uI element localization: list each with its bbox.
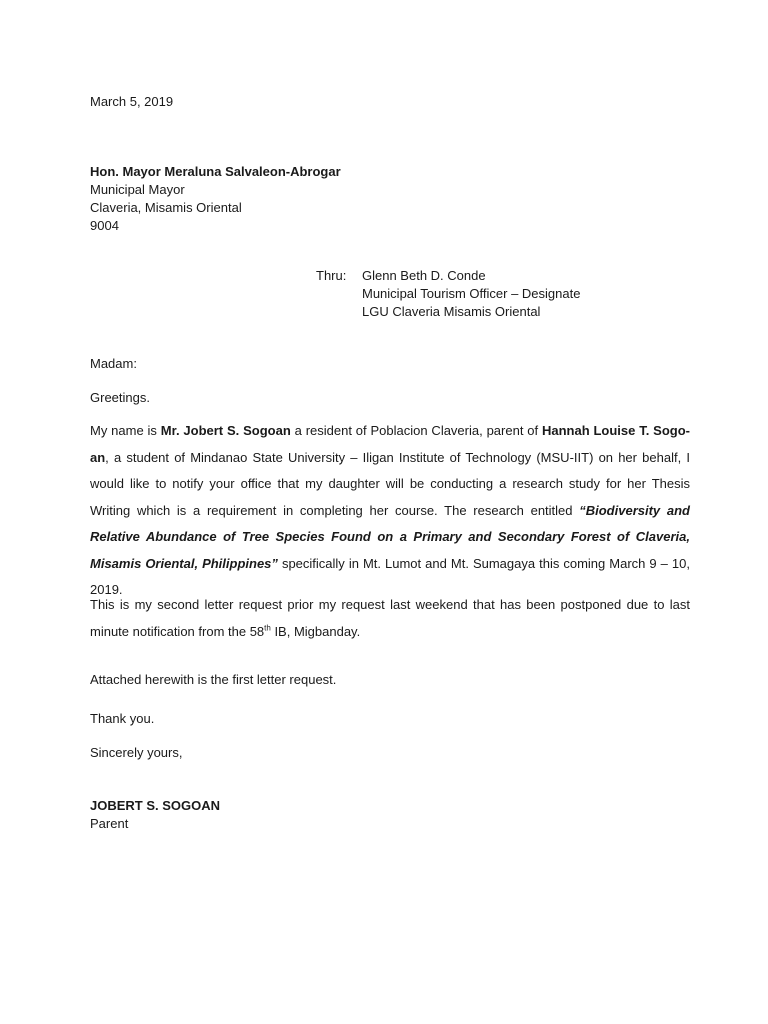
- p1-text-2: a resident of Poblacion Claveria, parent of: [290, 423, 542, 438]
- greeting: Greetings.: [90, 390, 150, 405]
- signatory-name: JOBERT S. SOGOAN: [90, 798, 221, 813]
- thru-name: Glenn Beth D. Conde: [362, 268, 486, 283]
- body-paragraph-3: Attached herewith is the first letter request.: [90, 672, 337, 687]
- signature-block: [90, 797, 220, 833]
- research-title: “Biodiversity and Relative Abundance of Tree Species Found on a Primary and Secondary Forest of Claveria, Misamis Oriental, Philippines”: [90, 502, 690, 571]
- recipient-block: [90, 163, 341, 235]
- signatory-role: Parent: [90, 816, 129, 831]
- thru-label: Thru:: [316, 268, 347, 283]
- recipient-location: Claveria, Misamis Oriental: [90, 200, 242, 215]
- p1-text-4: specifically in Mt. Lumot and Mt. Sumagaya this coming March 9 – 10, 2019.: [90, 555, 690, 597]
- recipient-position: Municipal Mayor: [90, 182, 185, 197]
- body-paragraph-1: [90, 418, 690, 604]
- closing-thanks: Thank you.: [90, 711, 155, 726]
- salutation: Madam:: [90, 356, 137, 371]
- daughter-name: Hannah Louise T. Sogo-an: [90, 423, 691, 465]
- thru-office: LGU Claveria Misamis Oriental: [362, 304, 541, 319]
- p2-text-1: This is my second letter request prior my request last weekend that has been postponed due to last minute notification from the 58: [90, 597, 690, 639]
- recipient-name: Hon. Mayor Meraluna Salvaleon-Abrogar: [90, 164, 341, 179]
- sender-name: Mr. Jobert S. Sogoan: [160, 423, 291, 438]
- p2-superscript: th: [264, 623, 271, 633]
- p1-text-1: My name is: [90, 423, 161, 438]
- p2-text-2: IB, Migbanday.: [270, 623, 361, 639]
- p1-text-3: , a student of Mindanao State University – Iligan Institute of Technology (MSU-IIT) on her behalf, I would like to notify your office that my daughter will be conducting a research study for her Thesis Writing which is a requirement in completing her course. The research entitled: [90, 449, 690, 518]
- letter-date: March 5, 2019: [90, 94, 174, 109]
- recipient-zip: 9004: [90, 218, 119, 233]
- closing: Sincerely yours,: [90, 745, 183, 760]
- thru-position: Municipal Tourism Officer – Designate: [362, 286, 581, 301]
- body-paragraph-2: [90, 592, 690, 645]
- thru-block: [362, 267, 580, 321]
